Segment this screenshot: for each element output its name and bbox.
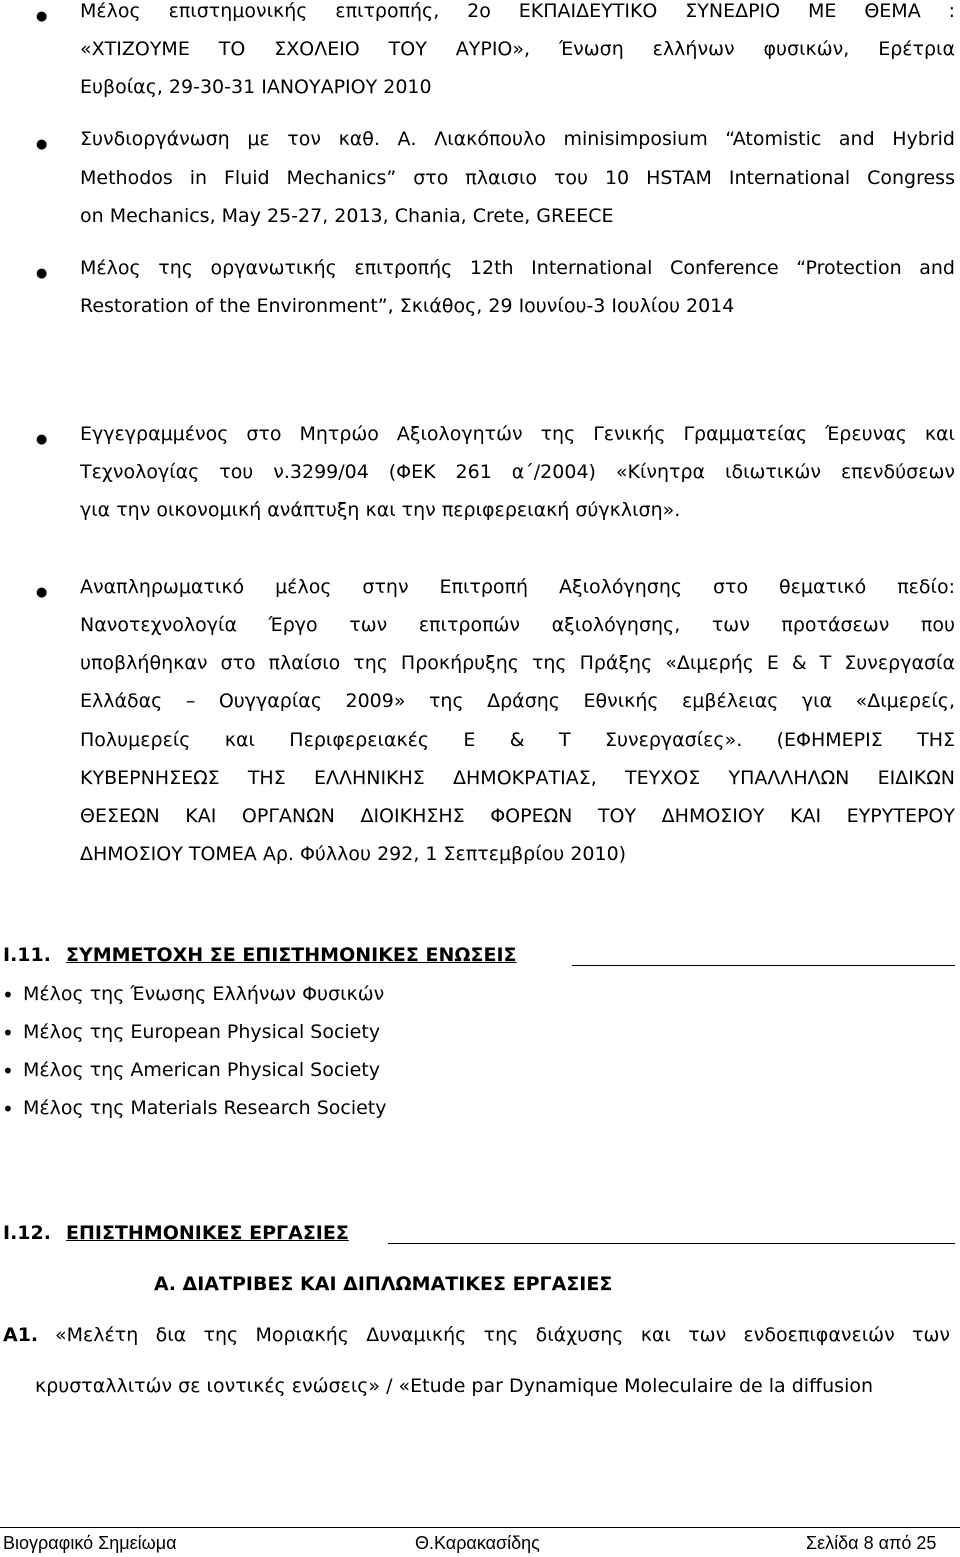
footer-rule bbox=[0, 1527, 960, 1528]
item-line: «ΧΤΙΖΟΥΜΕ ΤΟ ΣΧΟΛΕΙΟ ΤΟΥ ΑΥΡΙΟ», Ένωση ελλήνων φυσικών, Ερέτρια bbox=[80, 38, 955, 60]
list-item: Μέλος της Ένωσης Ελλήνων Φυσικών bbox=[23, 983, 385, 1005]
list-item: Μέλος της American Physical Society bbox=[23, 1059, 380, 1081]
item-line: Τεχνολογίας του ν.3299/04 (ΦΕΚ 261 α΄/2004) «Κίνητρα ιδιωτικών επενδύσεων bbox=[80, 461, 955, 483]
item-line: Πολυμερείς και Περιφερειακές Ε & Τ Συνεργασίες». (ΕΦΗΜΕΡΙΣ ΤΗΣ bbox=[80, 729, 955, 751]
bullet-dot: ● bbox=[36, 9, 48, 24]
item-line: Συνδιοργάνωση με τον καθ. Α. Λιακόπουλο minisimposium “Atomistic and Hybrid bbox=[80, 128, 955, 150]
item-line: ΘΕΣΕΩΝ ΚΑΙ ΟΡΓΑΝΩΝ ΔΙΟΙΚΗΣΗΣ ΦΟΡΕΩΝ ΤΟΥ ΔΗΜΟΣΙΟΥ ΚΑΙ ΕΥΡΥΤΕΡΟΥ bbox=[80, 805, 955, 827]
entry-line: «Μελέτη δια της Μοριακής Δυναμικής της διάχυσης και των ενδοεπιφανειών των bbox=[55, 1324, 950, 1346]
item-line: Methodos in Fluid Mechanics” στο πλαισιο του 10 HSTAM International Congress bbox=[80, 167, 955, 189]
item-line: ΚΥΒΕΡΝΗΣΕΩΣ ΤΗΣ ΕΛΛΗΝΙΚΗΣ ΔΗΜΟΚΡΑΤΙΑΣ, ΤΕΥΧΟΣ ΥΠΑΛΛΗΛΩΝ ΕΙΔΙΚΩΝ bbox=[80, 767, 955, 789]
item-line: Εγγεγραμμένος στο Μητρώο Αξιολογητών της Γενικής Γραμματείας Έρευνας και bbox=[80, 423, 955, 445]
list-item: Μέλος της European Physical Society bbox=[23, 1021, 381, 1043]
section-title: ΕΠΙΣΤΗΜΟΝΙΚΕΣ ΕΡΓΑΣΙΕΣ bbox=[66, 1222, 349, 1244]
footer-page-number: Σελίδα 8 από 25 bbox=[806, 1533, 937, 1553]
item-line: Μέλος της οργανωτικής επιτροπής 12th International Conference “Protection and bbox=[80, 257, 955, 279]
item-line: on Mechanics, May 25-27, 2013, Chania, Crete, GREECE bbox=[80, 205, 614, 227]
heading-underline bbox=[572, 965, 955, 966]
item-line: Αναπληρωματικό μέλος στην Επιτροπή Αξιολόγησης στο θεματικό πεδίο: bbox=[80, 576, 955, 598]
bullet-dot: • bbox=[2, 1097, 14, 1121]
item-line: για την οικονομική ανάπτυξη και την περιφερειακή σύγκλιση». bbox=[80, 499, 681, 521]
entry-label: Α1. bbox=[3, 1324, 39, 1346]
list-item: Μέλος της Materials Research Society bbox=[23, 1097, 387, 1119]
footer-center: Θ.Καρακασίδης bbox=[415, 1533, 540, 1553]
bullet-dot: ● bbox=[36, 266, 48, 281]
bullet-dot: • bbox=[2, 1059, 14, 1083]
section-title: ΣΥΜΜΕΤΟΧΗ ΣΕ ΕΠΙΣΤΗΜΟΝΙΚΕΣ ΕΝΩΣΕΙΣ bbox=[66, 944, 517, 966]
item-line: Ευβοίας, 29-30-31 ΙΑΝΟΥΑΡΙΟΥ 2010 bbox=[80, 76, 432, 98]
item-line: Νανοτεχνολογία Έργο των επιτροπών αξιολόγησης, των προτάσεων που bbox=[80, 614, 955, 636]
bullet-dot: • bbox=[2, 1021, 14, 1045]
item-line: Restoration of the Environment”, Σκιάθος, 29 Ιουνίου-3 Ιουλίου 2014 bbox=[80, 295, 735, 317]
footer-left: Βιογραφικό Σημείωμα bbox=[3, 1533, 177, 1553]
bullet-dot: ● bbox=[36, 432, 48, 447]
item-line: Ελλάδας – Ουγγαρίας 2009» της Δράσης Εθνικής εμβέλειας για «Διμερείς, bbox=[80, 690, 955, 712]
bullet-dot: ● bbox=[36, 137, 48, 152]
bullet-dot: • bbox=[2, 983, 14, 1007]
item-line: ΔΗΜΟΣΙΟΥ ΤΟΜΕΑ Αρ. Φύλλου 292, 1 Σεπτεμβρίου 2010) bbox=[80, 843, 627, 865]
section-number: I.12. bbox=[3, 1222, 51, 1244]
section-number: I.11. bbox=[3, 944, 51, 966]
subheading-theses: Α. ΔΙΑΤΡΙΒΕΣ ΚΑΙ ΔΙΠΛΩΜΑΤΙΚΕΣ ΕΡΓΑΣΙΕΣ bbox=[154, 1273, 613, 1295]
heading-underline bbox=[388, 1243, 955, 1244]
bullet-dot: ● bbox=[36, 585, 48, 600]
item-line: υποβλήθηκαν στο πλαίσιο της Προκήρυξης της Πράξης «Διμερής Ε & Τ Συνεργασία bbox=[80, 652, 955, 674]
entry-line: κρυσταλλιτών σε ιοντικές ενώσεις» / «Etude par Dynamique Moleculaire de la diffusion bbox=[35, 1375, 874, 1397]
item-line: Μέλος επιστημονικής επιτροπής, 2ο ΕΚΠΑΙΔΕΥΤΙΚΟ ΣΥΝΕΔΡΙΟ ΜΕ ΘΕΜΑ : bbox=[80, 0, 955, 22]
